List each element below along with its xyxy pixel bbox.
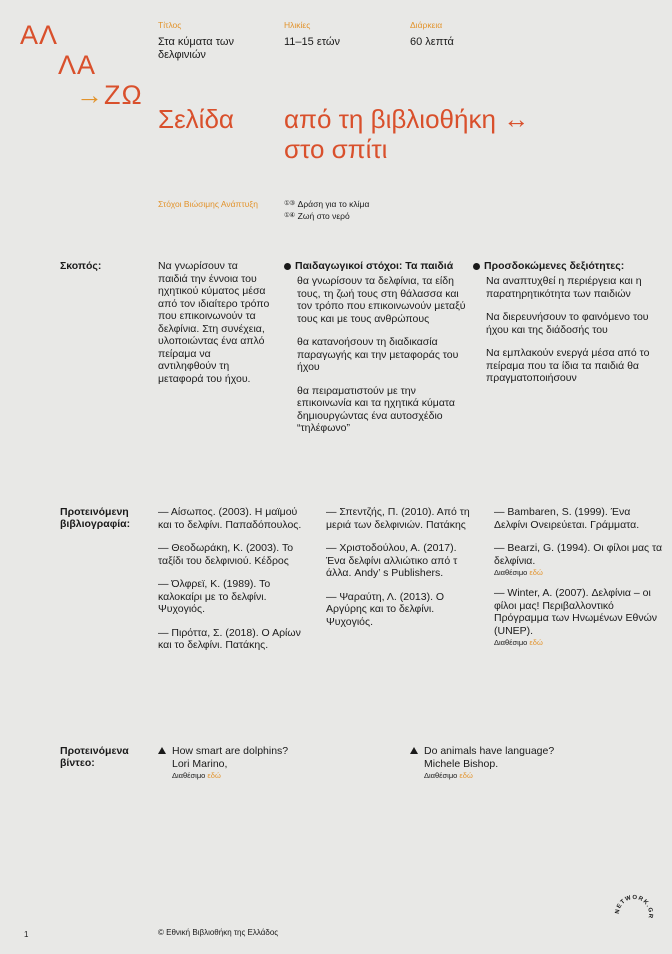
objective-item: θα κατανοήσουν τη διαδικασία παραγωγής και την μεταφοράς του ήχου bbox=[297, 336, 459, 373]
skill-item: Να διερευνήσουν το φαινόμενο του ήχου και της διάδοσής του bbox=[486, 311, 649, 336]
bullet-icon bbox=[473, 263, 480, 270]
availability bbox=[494, 567, 666, 578]
objectives bbox=[284, 260, 469, 446]
availability-label: Διαθέσιμο bbox=[494, 568, 528, 577]
objective-item: θα γνωρίσουν τα δελφίνια, τα είδη τους, τη ζωή τους στη θάλασσα και τον τρόπο που επικοινωνούν μεταξύ τους και με τους ανθρώπους bbox=[297, 275, 466, 325]
play-triangle-icon bbox=[158, 747, 166, 754]
goals-list bbox=[284, 198, 369, 222]
goal-number: ①④ bbox=[284, 212, 295, 219]
video-author: Lori Marino, bbox=[172, 757, 228, 770]
videos-label: Προτεινόμενα βίντεο: bbox=[60, 745, 129, 769]
scope-text: Να γνωρίσουν τα παιδιά την έννοια του ηχητικού κύματος μέσα από τον ιδιαίτερο τρόπο που επικοινωνούν τα δελφίνια. Στη συνέχεια, υλοποιώντας ένα απλό πείραμα να αντιληφθούν τη μεταφορά του ήχου. bbox=[158, 260, 270, 385]
goal-item bbox=[284, 210, 369, 222]
network-badge bbox=[612, 892, 656, 936]
bibliography-col-1 bbox=[158, 506, 313, 663]
bib-entry: — Αίσωπος. (2003). Η μαϊμού και το δελφίνι. Παπαδόπουλος. bbox=[158, 506, 302, 531]
skills-heading bbox=[473, 260, 663, 272]
bib-entry: — Όλφρεϊ, Κ. (1989). Το καλοκαίρι με το δελφίνι. Ψυχογιός. bbox=[158, 578, 271, 615]
meta-value: 11–15 ετών bbox=[284, 36, 341, 48]
network-badge-icon bbox=[612, 892, 656, 936]
availability bbox=[494, 637, 666, 648]
bibliography-label: Προτεινόμενη βιβλιογραφία: bbox=[60, 506, 131, 530]
bib-entry: — Σπεντζής, Π. (2010). Από τη μεριά των δελφινιών. Πατάκης bbox=[326, 506, 470, 531]
objectives-heading bbox=[284, 260, 469, 272]
bib-entry: — Χριστοδούλου, Α. (2017). Ένα δελφίνι αλλιώτικο από τ άλλα. Andy’ s Publishers. bbox=[326, 542, 458, 579]
availability-label: Διαθέσιμο bbox=[494, 638, 528, 647]
availability-link[interactable]: εδώ bbox=[529, 568, 543, 577]
availability-link[interactable]: εδώ bbox=[207, 771, 221, 780]
bib-entry: — Bambaren, S. (1999). Ένα Δελφίνι Ονειρεύεται. Γράμματα. bbox=[494, 506, 640, 531]
video-title: How smart are dolphins? bbox=[172, 745, 289, 757]
skill-item: Να εμπλακούν ενεργά μέσα από το πείραμα που τα ίδια τα παιδιά θα πραγματοποιήσουν bbox=[486, 347, 650, 384]
svg-text:NETWORK.GR bbox=[615, 895, 653, 920]
title-line-2: στο σπίτι bbox=[284, 134, 388, 164]
availability-label: Διαθέσιμο bbox=[172, 771, 206, 780]
goal-text: Δράση για το κλίμα bbox=[297, 199, 370, 209]
skills-head-text: Προσδοκώμενες δεξιότητες: bbox=[484, 260, 625, 272]
video-item bbox=[158, 745, 288, 781]
meta-value: 60 λεπτά bbox=[410, 36, 454, 48]
availability bbox=[424, 770, 554, 781]
title-line-1: από τη βιβλιοθήκη ↔ bbox=[284, 104, 530, 134]
objectives-head-text: Παιδαγωγικοί στόχοι: Τα παιδιά bbox=[295, 260, 454, 272]
bullet-icon bbox=[284, 263, 291, 270]
goals-label: Στόχοι Βιώσιμης Ανάπτυξη bbox=[158, 199, 258, 209]
meta-value: Στα κύματα των δελφινιών bbox=[158, 36, 234, 61]
bibliography-col-2 bbox=[326, 506, 476, 639]
logo-line-2: ΛΑ bbox=[58, 50, 97, 80]
availability bbox=[172, 770, 288, 781]
bib-entry: — Ψαραύτη, Λ. (2013). Ο Αργύρης και το δελφίνι. Ψυχογιός. bbox=[326, 590, 445, 628]
meta-label: Τίτλος bbox=[158, 20, 182, 30]
availability-label: Διαθέσιμο bbox=[424, 771, 458, 780]
goal-text: Ζωή στο νερό bbox=[297, 211, 350, 221]
skill-item: Να αναπτυχθεί η περιέργεια και η παρατηρητικότητα των παιδιών bbox=[486, 275, 642, 300]
meta-ages bbox=[284, 20, 394, 49]
skills bbox=[473, 260, 663, 396]
bib-entry bbox=[494, 587, 666, 648]
logo-line-1: ΑΛ bbox=[20, 20, 59, 50]
meta-label: Διάρκεια bbox=[410, 20, 443, 30]
logo-line-3: ΖΩ bbox=[104, 80, 143, 110]
bibliography-col-3 bbox=[494, 506, 666, 659]
meta-title bbox=[158, 20, 268, 62]
goal-item bbox=[284, 198, 369, 210]
objective-item: θα πειραματιστούν με την επικοινωνία και τα ηχητικά κύματα δημιουργώντας ένα αυτοσχέδιο “τηλέφωνο” bbox=[297, 384, 455, 434]
bib-entry-text: — Winter, A. (2007). Δελφίνια – οι φίλοι μας! Περιβαλλοντικό Πρόγραμμα των Ηνωμένων Εθνών (UNEP). bbox=[494, 587, 658, 637]
bib-entry bbox=[494, 542, 666, 578]
video-item bbox=[410, 745, 554, 781]
bib-entry: — Θεοδωράκη, Κ. (2003). Το ταξίδι του δελφινιού. Κέδρος bbox=[158, 542, 294, 567]
page-number: 1 bbox=[24, 930, 29, 939]
availability-link[interactable]: εδώ bbox=[459, 771, 473, 780]
play-triangle-icon bbox=[410, 747, 418, 754]
scope-label: Σκοπός: bbox=[60, 260, 102, 272]
meta-duration bbox=[410, 20, 520, 49]
page-title-right bbox=[284, 104, 529, 164]
goal-number: ①③ bbox=[284, 200, 295, 207]
availability-link[interactable]: εδώ bbox=[529, 638, 543, 647]
meta-label: Ηλικίες bbox=[284, 20, 311, 30]
bib-entry: — Πιρόττα, Σ. (2018). Ο Αρίων και το δελφίνι. Πατάκης. bbox=[158, 626, 301, 651]
bib-entry-text: — Bearzi, G. (1994). Οι φίλοι μας τα δελφίνια. bbox=[494, 542, 663, 567]
video-title: Do animals have language? bbox=[424, 745, 555, 757]
logo bbox=[20, 20, 143, 110]
copyright: © Εθνική Βιβλιοθήκη της Ελλάδος bbox=[158, 928, 279, 937]
logo-arrow: → bbox=[76, 80, 104, 110]
badge-text: NETWORK.GR bbox=[614, 894, 654, 920]
video-author: Michele Bishop. bbox=[424, 757, 499, 770]
page-title-left: Σελίδα bbox=[158, 104, 234, 134]
